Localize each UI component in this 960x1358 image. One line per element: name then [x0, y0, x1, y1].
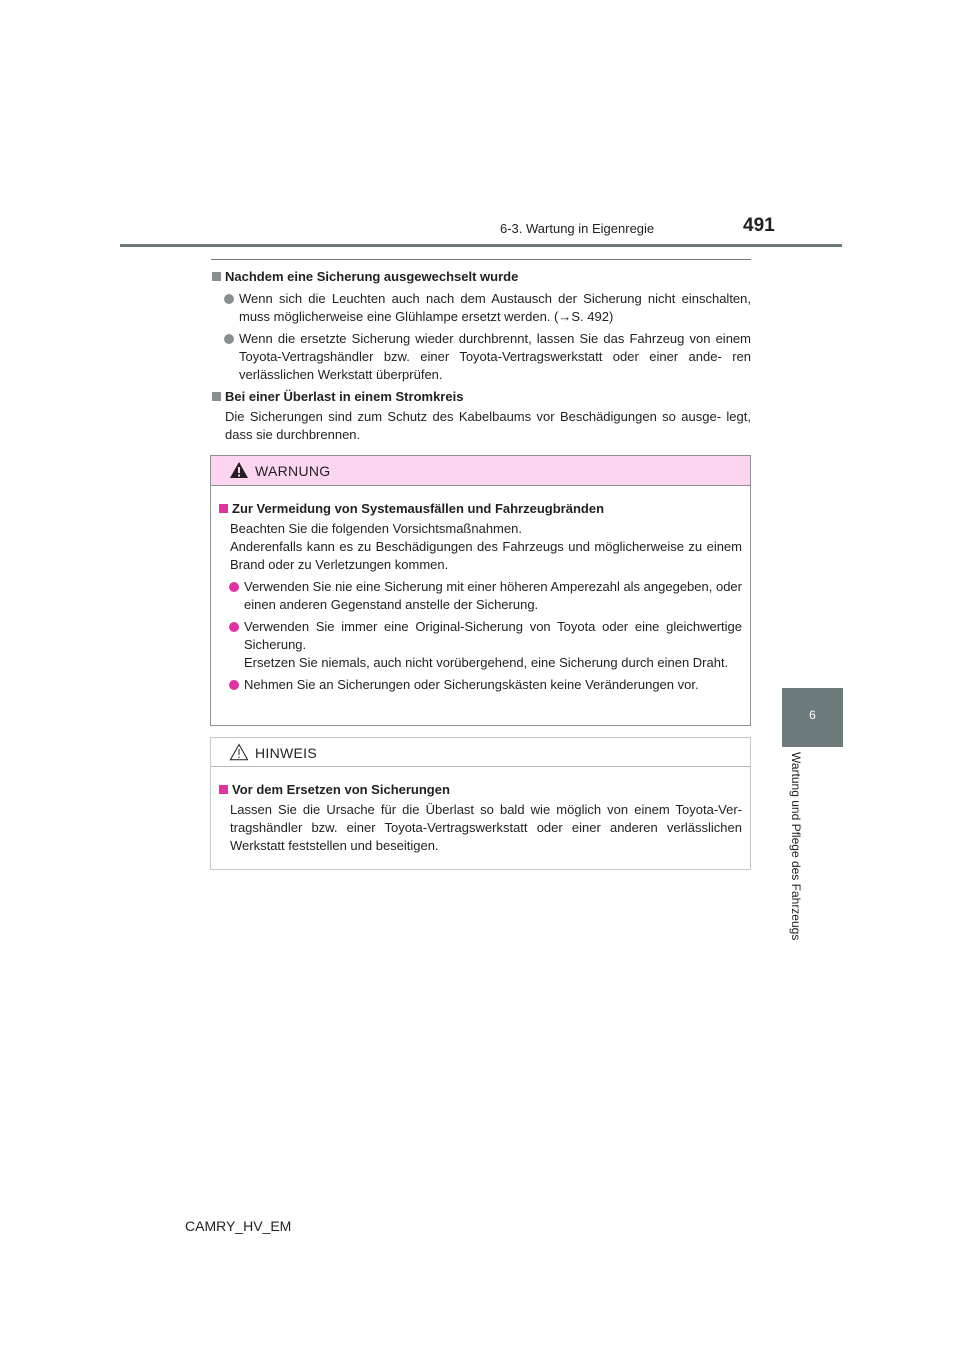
section-heading: Nachdem eine Sicherung ausgewechselt wurde — [211, 268, 751, 286]
note-text: Lassen Sie die Ursache für die Überlast so bald wie möglich von einem Toyota-Ver- tragshändler bzw. einer Toyota-Vertragswerkstatt oder einer anderen verlässlichen Werkstatt feststellen und beseitigen. — [230, 802, 742, 853]
running-header-section: 6-3. Wartung in Eigenregie — [500, 221, 655, 236]
circle-bullet-icon — [224, 294, 234, 304]
section-after-fuse-replacement — [211, 268, 751, 384]
header-rule — [120, 244, 842, 247]
square-bullet-icon — [212, 392, 221, 401]
circle-bullet-icon — [229, 582, 239, 592]
section-rule — [211, 259, 751, 260]
list-item: Wenn die ersetzte Sicherung wieder durchbrennt, lassen Sie das Fahrzeug von einem Toyota-Vertragshändler bzw. einer Toyota-Vertragswerkstatt oder einer ande- ren verlässlichen Werkstatt überprüfen. — [211, 330, 751, 384]
list-item: Verwenden Sie immer eine Original-Sicherung von Toyota oder eine gleichwertige Sicherung. Ersetzen Sie niemals, auch nicht vorübergehend, eine Sicherung durch einen Draht. — [218, 618, 742, 672]
chapter-tab — [782, 688, 843, 747]
note-box — [210, 737, 751, 870]
model-code: CAMRY_HV_EM — [185, 1218, 292, 1234]
page-number: 491 — [743, 215, 775, 236]
chapter-label-wrap — [782, 752, 810, 962]
warning-text: Beachten Sie die folgenden Vorsichtsmaßnahmen. — [230, 521, 522, 536]
chapter-number: 6 — [809, 708, 816, 722]
warning-triangle-icon — [229, 461, 249, 479]
warning-box — [210, 455, 751, 726]
circle-bullet-icon — [224, 334, 234, 344]
warning-heading: Zur Vermeidung von Systemausfällen und Fahrzeugbränden — [218, 500, 742, 518]
section-heading: Bei einer Überlast in einem Stromkreis — [211, 388, 751, 406]
section-circuit-overload — [211, 388, 751, 444]
note-title: HINWEIS — [255, 745, 317, 761]
square-bullet-icon — [212, 272, 221, 281]
note-heading: Vor dem Ersetzen von Sicherungen — [218, 781, 742, 799]
warning-title: WARNUNG — [255, 463, 331, 479]
circle-bullet-icon — [229, 680, 239, 690]
list-item: Verwenden Sie nie eine Sicherung mit einer höheren Amperezahl als angegeben, oder einen anderen Gegenstand anstelle der Sicherung. — [218, 578, 742, 614]
warning-text: Anderenfalls kann es zu Beschädigungen des Fahrzeugs und möglicherweise zu einem Brand oder zu Verletzungen kommen. — [230, 539, 742, 572]
section-text: Die Sicherungen sind zum Schutz des Kabelbaums vor Beschädigungen so ausge- legt, dass sie durchbrennen. — [225, 409, 751, 442]
warning-body — [211, 486, 750, 694]
square-bullet-icon — [219, 785, 228, 794]
square-bullet-icon — [219, 504, 228, 513]
note-header — [211, 738, 750, 767]
caution-outline-triangle-icon — [229, 743, 249, 761]
list-item: Wenn sich die Leuchten auch nach dem Austausch der Sicherung nicht einschalten, muss möglicherweise eine Glühlampe ersetzt werden. (→S. 492) — [211, 290, 751, 326]
list-item: Nehmen Sie an Sicherungen oder Sicherungskästen keine Veränderungen vor. — [218, 676, 742, 694]
chapter-label: Wartung und Pflege des Fahrzeugs — [789, 752, 803, 941]
note-body — [211, 767, 750, 855]
warning-header — [211, 456, 750, 486]
list-item-continuation: Ersetzen Sie niemals, auch nicht vorübergehend, eine Sicherung durch einen Draht. — [244, 655, 729, 670]
circle-bullet-icon — [229, 622, 239, 632]
